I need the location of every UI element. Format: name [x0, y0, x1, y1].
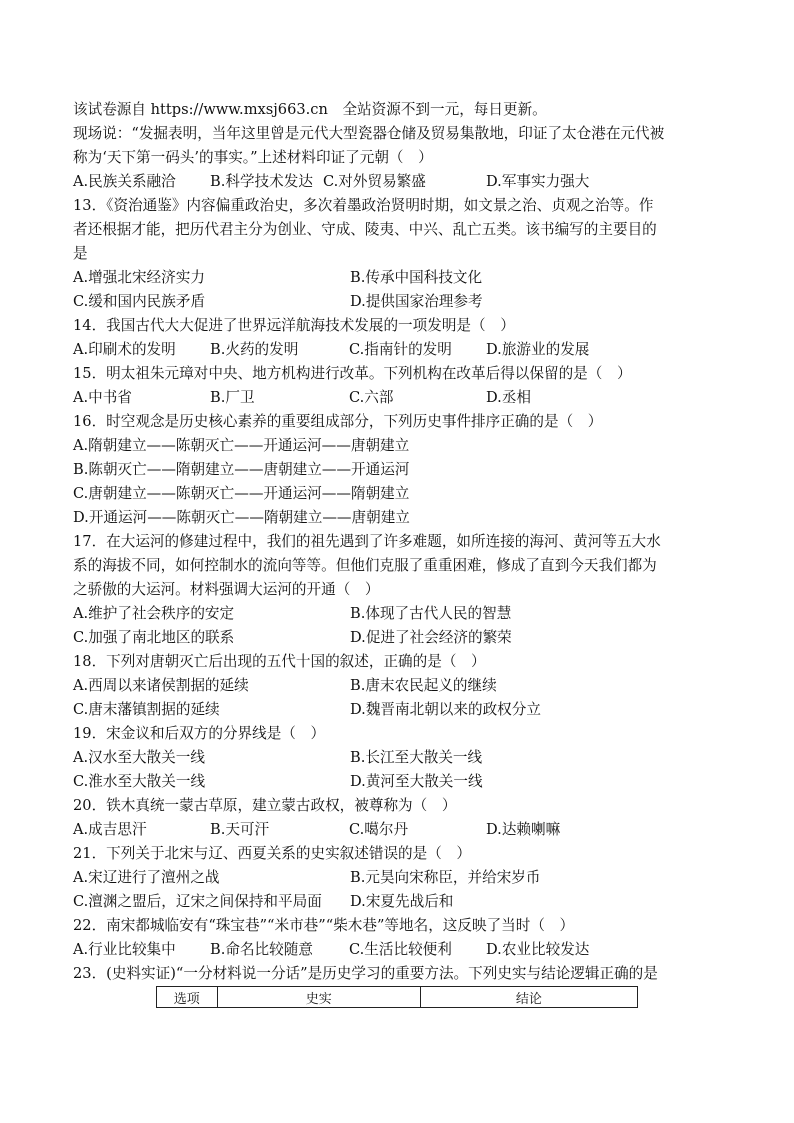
q16-option-d: D.开通运河——陈朝灭亡——隋朝建立——唐朝建立 — [73, 509, 410, 526]
q17-option-c: C.加强了南北地区的联系 — [73, 629, 235, 646]
q21-stem: 21．下列关于北宋与辽、西夏关系的史实叙述错误的是（ ） — [73, 845, 472, 862]
table-header-option: 选项 — [157, 987, 218, 1008]
q18-option-a: A.西周以来诸侯割据的延续 — [73, 677, 249, 694]
q17-option-b: B.体现了古代人民的智慧 — [350, 605, 512, 622]
q21-option-a: A.宋辽进行了澶州之战 — [73, 869, 220, 886]
q12-option-b: B.科学技术发达 — [210, 173, 313, 190]
q13-line3: 是 — [73, 245, 88, 262]
q19-option-c: C.淮水至大散关一线 — [73, 773, 206, 790]
q15-option-c: C.六部 — [349, 389, 394, 406]
q20-option-d: D.达赖喇嘛 — [486, 821, 561, 838]
q18-option-c: C.唐末藩镇割据的延续 — [73, 701, 220, 718]
q20-stem: 20．铁木真统一蒙古草原，建立蒙古政权，被尊称为（ ） — [73, 797, 457, 814]
q22-option-d: D.农业比较发达 — [486, 941, 590, 958]
q12-option-c: C.对外贸易繁盛 — [323, 173, 426, 190]
table-header-row — [157, 987, 638, 1008]
q14-option-b: B.火药的发明 — [210, 341, 299, 358]
q13-option-a: A.增强北宋经济实力 — [73, 269, 205, 286]
q17-line2: 系的海拔不同，如何控制水的流向等等。但他们克服了重重困难，修成了直到今天我们都为 — [73, 557, 657, 574]
q13-option-b: B.传承中国科技文化 — [350, 269, 483, 286]
q19-option-b: B.长江至大散关一线 — [350, 749, 483, 766]
q22-option-a: A.行业比较集中 — [73, 941, 176, 958]
q14-option-c: C.指南针的发明 — [349, 341, 452, 358]
q14-stem: 14．我国古代大大促进了世界远洋航海技术发展的一项发明是（ ） — [73, 317, 515, 334]
q21-option-b: B.元昊向宋称臣，并给宋岁币 — [350, 869, 541, 886]
q20-option-a: A.成吉思汗 — [73, 821, 147, 838]
q22-stem: 22．南宋都城临安有“珠宝巷”“米市巷”“柴木巷”等地名，这反映了当时（ ） — [73, 917, 575, 934]
q12-option-a: A.民族关系融洽 — [73, 173, 176, 190]
q20-option-c: C.噶尔丹 — [349, 821, 409, 838]
q16-option-c: C.唐朝建立——陈朝灭亡——开通运河——隋朝建立 — [73, 485, 410, 502]
q14-option-a: A.印刷术的发明 — [73, 341, 176, 358]
q13-option-c: C.缓和国内民族矛盾 — [73, 293, 206, 310]
q15-option-b: B.厂卫 — [210, 389, 255, 406]
table-header-fact: 史实 — [217, 987, 420, 1008]
q14-option-d: D.旅游业的发展 — [486, 341, 590, 358]
q13-line1: 13．《资治通鉴》内容偏重政治史，多次着墨政治贤明时期，如文景之治、贞观之治等。作 — [73, 197, 654, 214]
q22-option-b: B.命名比较随意 — [210, 941, 313, 958]
q17-line1: 17．在大运河的修建过程中，我们的祖先遇到了许多难题，如所连接的海河、黄河等五大水 — [73, 533, 661, 550]
q12-line2: 称为‘天下第一码头’的事实。”上述材料印证了元朝（ ） — [73, 149, 433, 166]
q21-option-c: C.澶渊之盟后，辽宋之间保持和平局面 — [73, 893, 322, 910]
q16-option-a: A.隋朝建立——陈朝灭亡——开通运河——唐朝建立 — [73, 437, 410, 454]
q19-stem: 19．宋金议和后双方的分界线是（ ） — [73, 725, 326, 742]
q16-stem: 16．时空观念是历史核心素养的重要组成部分，下列历史事件排序正确的是（ ） — [73, 413, 603, 430]
q18-option-b: B.唐末农民起义的继续 — [350, 677, 497, 694]
q18-stem: 18．下列对唐朝灭亡后出现的五代十国的叙述，正确的是（ ） — [73, 653, 486, 670]
q23-stem: 23．(史料实证)“一分材料说一分话”是历史学习的重要方法。下列史实与结论逻辑正确的是 — [73, 965, 658, 982]
q17-option-d: D.促进了社会经济的繁荣 — [350, 629, 512, 646]
q12-line1: 现场说：“发掘表明，当年这里曾是元代大型瓷器仓储及贸易集散地，印证了太仓港在元代被 — [73, 125, 665, 142]
q15-option-a: A.中书省 — [73, 389, 132, 406]
table-header-conclusion: 结论 — [420, 987, 637, 1008]
q18-option-d: D.魏晋南北朝以来的政权分立 — [350, 701, 541, 718]
q15-stem: 15．明太祖朱元璋对中央、地方机构进行改革。下列机构在改革后得以保留的是（ ） — [73, 365, 632, 382]
q22-option-c: C.生活比较便利 — [349, 941, 452, 958]
source-header: 该试卷源自 https://www.mxsj663.cn 全站资源不到一元，每日更新。 — [73, 101, 547, 118]
q21-option-d: D.宋夏先战后和 — [350, 893, 454, 910]
q13-option-d: D.提供国家治理参考 — [350, 293, 483, 310]
q23-table — [156, 986, 638, 1008]
q19-option-a: A.汉水至大散关一线 — [73, 749, 205, 766]
q15-option-d: D.丞相 — [486, 389, 532, 406]
q17-option-a: A.维护了社会秩序的安定 — [73, 605, 235, 622]
q19-option-d: D.黄河至大散关一线 — [350, 773, 483, 790]
q20-option-b: B.天可汗 — [210, 821, 270, 838]
q17-line3: 之骄傲的大运河。材料强调大运河的开通（ ） — [73, 581, 380, 598]
q16-option-b: B.陈朝灭亡——隋朝建立——唐朝建立——开通运河 — [73, 461, 410, 478]
q12-option-d: D.军事实力强大 — [486, 173, 590, 190]
q13-line2: 者还根据才能，把历代君主分为创业、守成、陵夷、中兴、乱亡五类。该书编写的主要目的 — [73, 221, 657, 238]
